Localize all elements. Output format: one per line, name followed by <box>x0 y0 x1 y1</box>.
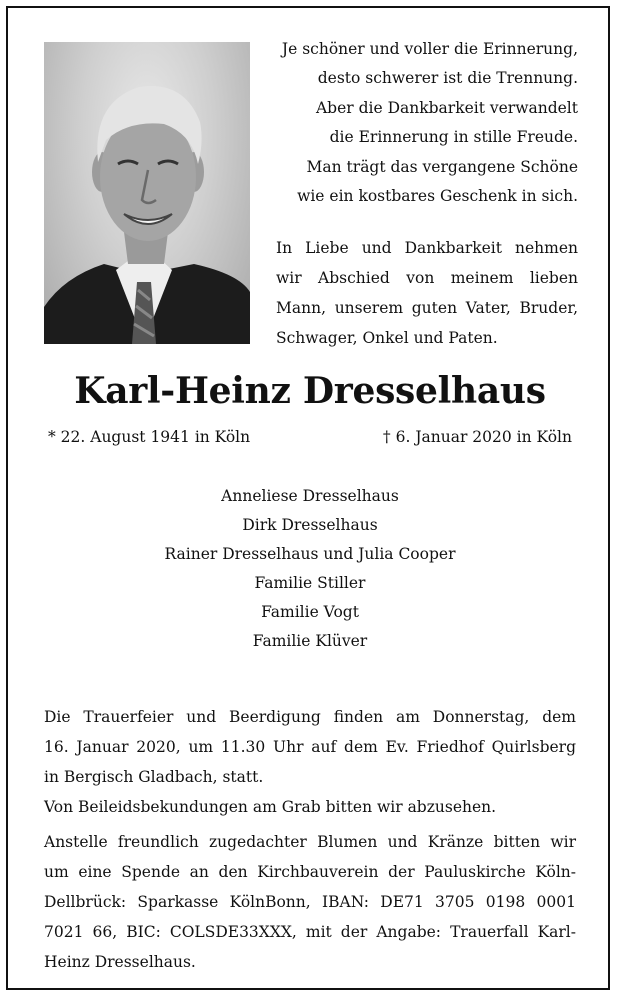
mourner: Familie Klüver <box>252 632 368 650</box>
donation-line: 7021 66, BIC: COLSDE33XXX, mit der Angabe: Trauerfall Karl- <box>44 923 576 941</box>
birth-date: * 22. August 1941 in Köln <box>48 428 251 446</box>
donation-line: Dellbrück: Sparkasse KölnBonn, IBAN: DE71 3705 0198 0001 <box>44 893 576 911</box>
donation-line: um eine Spende an den Kirchbauverein der Pauluskirche Köln- <box>44 863 576 881</box>
farewell-paragraph <box>276 233 578 353</box>
quote-line: wie ein kostbares Geschenk in sich. <box>297 187 578 206</box>
donation-line: Heinz Dresselhaus. <box>44 953 196 971</box>
quote-block <box>262 35 578 211</box>
portrait-illustration <box>44 42 250 344</box>
condolence-line: Von Beileidsbekundungen am Grab bitten wir abzusehen. <box>44 798 497 816</box>
mourner: Familie Stiller <box>254 574 366 592</box>
deceased-name: Karl-Heinz Dresselhaus <box>74 370 546 412</box>
quote-line: die Erinnerung in stille Freude. <box>329 128 578 147</box>
farewell-line: Mann, unserem guten Vater, Bruder, <box>276 299 578 317</box>
funeral-line: Die Trauerfeier und Beerdigung finden am Donnerstag, dem <box>44 708 576 726</box>
quote-line: Aber die Dankbarkeit verwandelt <box>315 98 578 117</box>
funeral-line: in Bergisch Gladbach, statt. <box>44 768 264 786</box>
funeral-notice <box>44 702 576 977</box>
farewell-line: Schwager, Onkel und Paten. <box>276 329 498 347</box>
life-dates <box>48 428 572 446</box>
funeral-line: 16. Januar 2020, um 11.30 Uhr auf dem Ev. Friedhof Quirlsberg <box>44 738 576 756</box>
quote-line: Je schöner und voller die Erinnerung, <box>281 40 578 58</box>
death-date: † 6. Januar 2020 in Köln <box>382 428 572 446</box>
mourners-list <box>0 482 620 656</box>
donation-line: Anstelle freundlich zugedachter Blumen und Kränze bitten wir <box>44 833 576 851</box>
mourner: Dirk Dresselhaus <box>242 516 378 534</box>
mourner: Familie Vogt <box>261 603 359 621</box>
portrait-photo <box>44 42 250 344</box>
quote-line: desto schwerer ist die Trennung. <box>317 69 578 88</box>
mourner: Anneliese Dresselhaus <box>221 487 399 505</box>
farewell-line: In Liebe und Dankbarkeit nehmen <box>276 239 578 257</box>
mourner: Rainer Dresselhaus und Julia Cooper <box>164 545 456 563</box>
farewell-line: wir Abschied von meinem lieben <box>276 269 578 287</box>
quote-line: Man trägt das vergangene Schöne <box>306 157 578 176</box>
